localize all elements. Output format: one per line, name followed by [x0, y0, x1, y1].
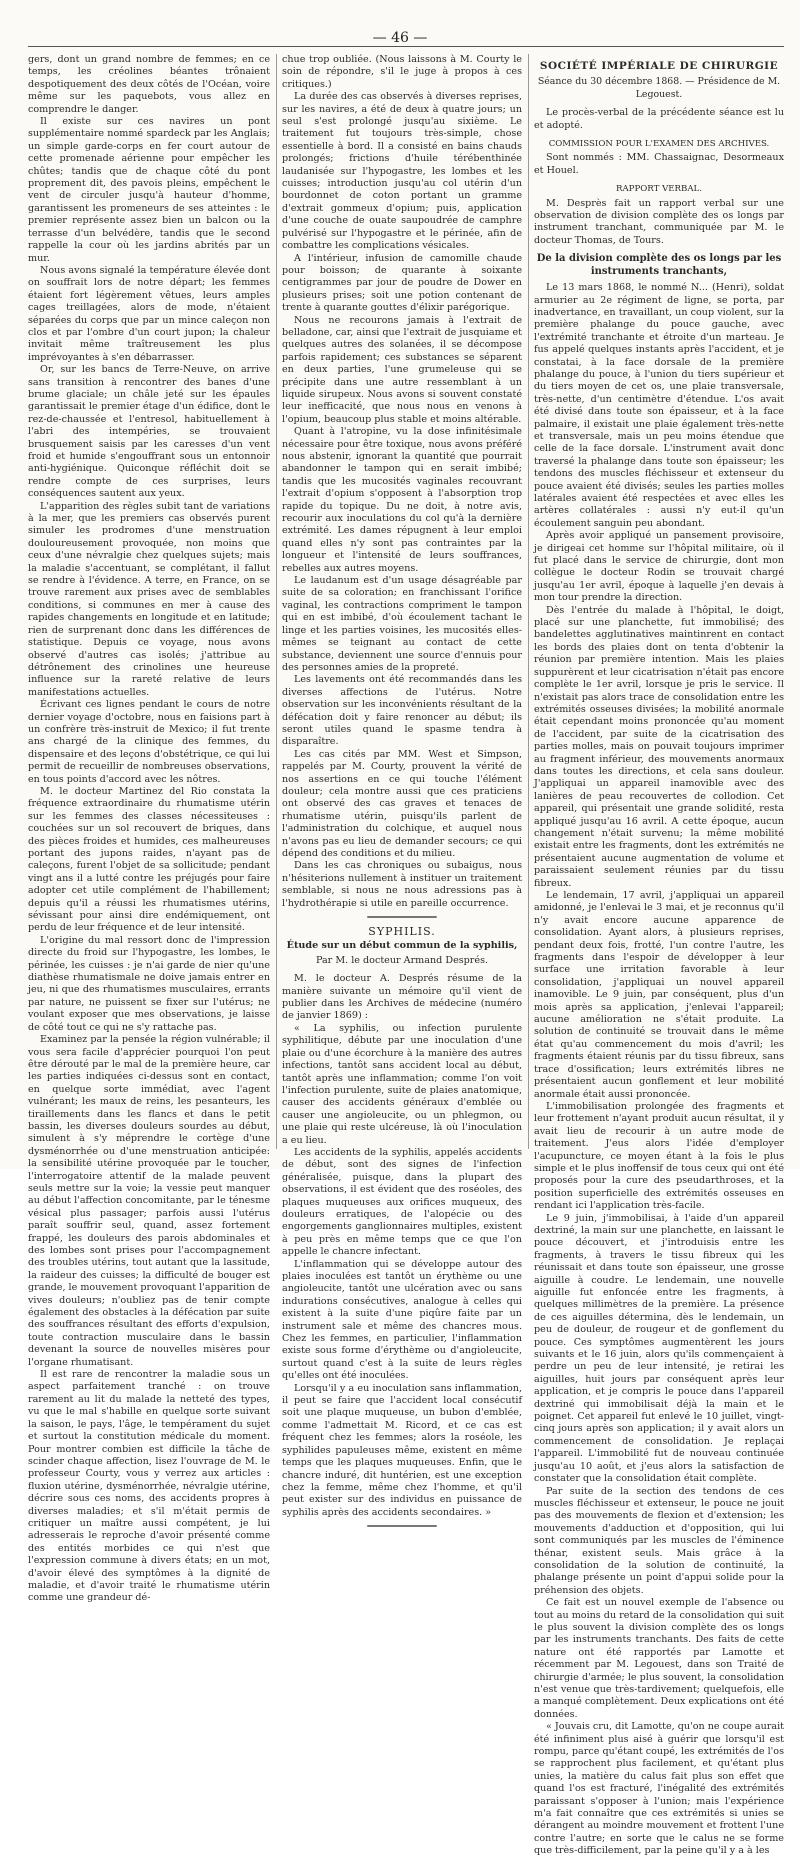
- paragraph: Dès l'entrée du malade à l'hôpital, le doigt, placé sur une planchette, fut immobilisé; des bandelettes agglutinatives maintinrent en contact les bords des plaies dont on tenta d'obtenir la réunion par première intention. Mais les plaies suppurèrent et leur cicatrisation n'était pas encore complète le 1er avril, lorsque je pris le service. Il n'existait pas alors trace de consolidation entre les extrémités osseuses divisées; la mobilité anormale était cependant moins prononcée qu'au moment de l'accident, par suite de la cicatrisation des parties molles, mais on pouvait toujours imprimer au fragment inférieur, des mouvements anormaux dans toutes les directions, et cela sans douleur. J'appliquai un appareil inamovible avec des lanières de peau recouvertes de collodion. Cet appareil, qui présentait une grande solidité, resta appliqué jusqu'au 16 avril. A cette époque, aucun changement n'était survenu; la même mobilité existait entre les fragments, dont les extrémités ne présentaient aucune augmentation de volume et paraissaient seulement réunies par du tissu fibreux.: [534, 604, 784, 889]
- paragraph: A l'intérieur, infusion de camomille chaude pour boisson; de quarante à soixante centigrammes par jour de poudre de Dower en plusieurs prises; soit une potion contenant de trente à quarante gouttes d'élixir parégorique.: [282, 252, 522, 314]
- paragraph: Dans les cas chroniques ou subaigus, nous n'hésiterions nullement à instituer un traitement semblable, si nous ne nous adressions pas à l'hydrothérapie si utile en pareille occurrence.: [282, 860, 522, 909]
- paragraph: Nous ne recourons jamais à l'extrait de belladone, car, ainsi que l'extrait de jusquiame et quelques autres des solanées, il se décompose parfois rapidement; ces substances se séparent en deux parties, l'une grumeleuse qui se précipite dans une autre ressemblant à un liquide sirupeux. Nous avons si souvent constaté leur inefficacité, que nous nous en venons à l'opium, beaucoup plus stable et moins altérable.: [282, 314, 522, 425]
- column-divider: [528, 54, 529, 1149]
- paragraph: Ce fait est un nouvel exemple de l'absence ou tout au moins du retard de la consolidation qui suit le plus souvent la division complète des os longs par les instruments tranchants. Des faits de cette nature ont été rapportés par Lamotte et récemment par M. Legouest, dans son Traité de chirurgie d'armée; le plus souvent, la consolidation n'est venue que très-tardivement; quelquefois, elle a manqué complètement. Deux explications ont été données.: [534, 1597, 784, 1720]
- paragraph: Quant à l'atropine, vu la dose infinitésimale nécessaire pour être toxique, nous avons préféré nous abstenir, ignorant la quantité que pourrait abandonner le tampon qui en serait imbibé; tandis que les mucosités vaginales recouvrant l'extrait d'opium s'opposent à l'absorption trop rapide du topique. Du ne doit, à notre avis, recourir aux inoculations du col qu'à la dernière extrémité. Les dames répugnent à leur emploi quand elles n'y sont pas contraintes par la longueur et l'intensité de leurs souffrances, rebelles aux autres moyens.: [282, 426, 522, 574]
- paragraph: Le procès-verbal de la précédente séance est lu et adopté.: [534, 107, 784, 131]
- paragraph: Il est rare de rencontrer la maladie sous un aspect parfaitement tranché : on trouve rarement au lit du malade la netteté des types, vu que le mal s'habille en quelque sorte suivant la saison, le pays, l'âge, le tempérament du sujet et surtout la constitution médicale du moment. Pour montrer combien est difficile la tâche de scinder chaque affection, lisez l'ouvrage de M. le professeur Courty, vous y verrez aux articles : fluxion utérine, dysménorrhée, névralgie utérine, décrire sous ces noms, des accidents propres à diverses maladies; et s'il m'était permis de critiquer un maître aussi compétent, je lui adresserais le reproche d'avoir présenté comme des entités morbides ce qui n'est que l'expression commune à divers états; en un mot, d'avoir élevé des symptômes à la dignité de maladie, et d'avoir traité le rhumatisme utérin comme une grandeur dé-: [28, 1369, 270, 1604]
- paragraph: « Jouvais cru, dit Lamotte, qu'on ne coupe aurait été infiniment plus aisé à guérir que lorsqu'il est rompu, parce qu'étant coupé, les extrémités de l'os se rapprochent plus facilement, et qu'étant plus unies, la matière du calus fait plus son effet que quand l'os est fracturé, l'inégalité des extrémités paraissant s'opposer à l'union; mais l'expérience m'a fait connaître que ces extrémités si unies se dérangent au moindre mouvement et frottent l'une contre l'autre; en sorte que le calus ne se forme que très-difficilement, par la peine qu'il y a à les: [534, 1721, 784, 1857]
- paragraph: Lorsqu'il y a eu inoculation sans inflammation, il peut se faire que l'accident local consécutif soit une plaque muqueuse, un bubon d'emblée, comme l'admettait M. Ricord, et ce cas est fréquent chez les femmes; alors la roséole, les syphilides papuleuses même, existent en même temps que les plaques muqueuses. Enfin, que le chancre induré, dit huntérien, est une exception chez la femme, même chez l'homme, et qu'il peut exister sur des individus en puissance de syphilis après des accidents secondaires. »: [282, 1382, 522, 1518]
- paragraph: Le 13 mars 1868, le nommé N... (Henri), soldat armurier au 2e régiment de ligne, se porta, par inadvertance, en travaillant, un coup violent, sur la première phalange du pouce gauche, avec l'extrémité tranchante et étroite d'un marteau. Je fus appelé quelques instants après l'accident, et je constatai, à la face dorsale de la première phalange du pouce, à l'union du tiers supérieur et du tiers moyen de cet os, une plaie transversale, très-nette, d'un centimètre d'étendue. L'os avait été divisé dans toute son épaisseur, et à la face palmaire, il existait une plaie également très-nette et transversale, mais un peu moins étendue que celle de la face dorsale. L'instrument avait donc traversé la phalange dans toute son épaisseur; les tendons des muscles fléchisseur et extenseur du pouce avaient été divisés; seules les parties molles latérales avaient été respectées et avec elles les artères collatérales : aussi n'y eut-il qu'un écoulement sanguin peu abondant.: [534, 282, 784, 529]
- paragraph: Le laudanum est d'un usage désagréable par suite de sa coloration; en franchissant l'orifice vaginal, les contractions compriment le tampon qui en est imbibé, d'où écoulement tachant le linge et les parties voisines, les mucosités elles-mêmes se teignant au contact de cette substance, deviennent une source d'ennuis pour des personnes amies de la propreté.: [282, 575, 522, 673]
- header-rule: [28, 46, 784, 47]
- paragraph: La durée des cas observés à diverses reprises, sur les navires, a été de deux à quatre jours; un seul s'est prolongé jusqu'au sixième. Le traitement fut toujours très-simple, chose essentielle à bord. Il a consisté en bains chauds prolongés; frictions d'huile térébenthinée laudanisée sur l'hypogastre, les lombes et les cuisses; introduction jusqu'au col utérin d'un bourdonnet de coton portant un gramme d'extrait gommeux d'opium; puis, application d'une couche de ouate saupoudrée de camphre pulvérisé sur l'hypogastre et le périnée, afin de combattre les complications vésicales.: [282, 91, 522, 252]
- paragraph: L'apparition des règles subit tant de variations à la mer, que les premiers cas observés purent simuler les prodromes d'une menstruation douloureusement provoquée, non moins que ceux d'une névralgie chez quelques sujets; mais la maladie s'accentuant, se complétant, il fallut se rendre à l'évidence. A terre, en France, on se trouve rarement aux prises avec de semblables conditions, si communes en mer à cause des rapides changements en longitude et en latitude; rien de surprenant donc dans les différences de statistique. Depuis ce voyage, nous avons observé d'autres cas isolés; j'attribue au détrônement des crinolines une heureuse influence sur la rareté relative de leurs manifestations actuelles.: [28, 500, 270, 698]
- paragraph: Après avoir appliqué un pansement provisoire, je dirigeai cet homme sur l'hôpital militaire, où il fut placé dans le service de chirurgie, dont mon collègue le docteur Rodin se trouvait chargé jusqu'au 1er avril, époque à laquelle j'en devais à mon tour prendre la direction.: [534, 530, 784, 604]
- paragraph: Écrivant ces lignes pendant le cours de notre dernier voyage d'octobre, nous en faisions part à un confrère très-instruit de Mexico; il fut trente ans chargé de la clinique des femmes, du dispensaire et des leçons d'obstétrique, ce qui lui permit de recueillir de nombreuses observations, en tous points d'accord avec les nôtres.: [28, 699, 270, 785]
- paragraph: M. le docteur A. Després résume de la manière suivante un mémoire qu'il vient de publier dans les Archives de médecine (numéro de janvier 1869) :: [282, 973, 522, 1022]
- paragraph: L'immobilisation prolongée des fragments et leur frottement n'ayant produit aucun résultat, il y avait lieu de recourir à un autre mode de traitement. J'eus alors l'idée d'employer l'acupuncture, ce moyen étant à la fois le plus simple et le plus inoffensif de tous ceux qui ont été proposés pour la cure des pseudarthroses, et la position superficielle des extrémités osseuses en rendant ici l'application très-facile.: [534, 1100, 784, 1212]
- session-line: Séance du 30 décembre 1868. — Présidence de M. Legouest.: [537, 76, 781, 100]
- paragraph: Examinez par la pensée la région vulnérable; il vous sera facile d'apprécier pourquoi l'on peut être dérouté par le mal de la première heure, car les parties indiquées ci-dessus sont en contact, en quelque sorte immédiat, avec l'agent vulnérant; les maux de reins, les pesanteurs, les tiraillements dans les flancs et dans le petit bassin, les diverses douleurs sourdes au début, simulent à s'y méprendre le cortège d'une dysménorrhée ou d'une menstruation anticipée: la sensibilité utérine provoquée par le toucher, l'interrogatoire attentif de la malade peuvent seuls mettre sur la voie; la vessie peut manquer au début l'affection concomitante, par le ténesme vésical plus passager; parfois aussi l'utérus paraît souffrir seul, quand, assez fortement frappé, les douleurs des parois abdominales et des lombes sont prises pour l'accompagnement des troubles utérins, tout autant que la lassitude, la raideur des cuisses; la difficulté de bouger est grande, le mouvement provoquant l'apparition de vives douleurs; n'oubliez pas de tenir compte également des obstacles à la défécation par suite des souffrances résultant des efforts d'expulsion, toute contraction musculaire dans le bassin devenant la source de nouvelles misères pour l'organe rhumatisant.: [28, 1034, 270, 1368]
- paragraph: Les cas cités par MM. West et Simpson, rappelés par M. Courty, prouvent la vérité de nos assertions en ce qui touche l'élément douleur; cela montre aussi que ces praticiens ont observé des cas graves et tenaces de rhumatisme utérin, puisqu'ils parlent de l'administration du colchique, et auquel nous n'avons pas eu lieu de demander secours; ce qui dépend des conditions et du milieu.: [282, 748, 522, 859]
- paragraph: Le 9 juin, j'immobilisai, à l'aide d'un appareil dextriné, la main sur une planchette, en laissant le pouce découvert, et j'introduisis entre les fragments, à travers le tissu fibreux qui les réunissait et dans toute son épaisseur, une grosse aiguille à coudre. Le lendemain, une nouvelle aiguille fut enfoncée entre les fragments, à quelques millimètres de la première. La présence de ces aiguilles détermina, dès le lendemain, un peu de douleur, de rougeur et de gonflement du pouce. Ces symptômes augmentèrent les jours suivants et le 16 juin, alors qu'ils commençaient à perdre un peu de leur intensité, je retirai les aiguilles, huit jours par conséquent après leur application, et je compris le pouce dans l'appareil dextriné qui immobilisait déjà la main et le poignet. Cet appareil fut enlevé le 10 juillet, vingt-cinq jours après son application; il y avait alors un commencement de consolidation. Je replaçai l'appareil. L'immobilité fut de nouveau continuée jusqu'au 10 août, et j'eus alors la satisfaction de constater que la consolidation était complète.: [534, 1212, 784, 1485]
- section-separator: [367, 1525, 437, 1527]
- rapport-title: RAPPORT VERBAL.: [616, 184, 702, 195]
- page-number: — 46 —: [372, 30, 428, 46]
- paragraph: M. Desprès fait un rapport verbal sur une observation de division complète des os longs par instrument tranchant, communiquée par M. le docteur Thomas, de Tours.: [534, 197, 784, 246]
- paragraph: Le lendemain, 17 avril, j'appliquai un appareil amidonné, je l'enlevai le 3 mai, et je reconnus qu'il n'y avait encore aucune apparence de consolidation. Ayant alors, à plusieurs reprises, pendant deux fois, frotté, l'un contre l'autre, les fragments dans l'espoir de développer à leur surface une irritation favorable à leur consolidation, j'appliquai un nouvel appareil inamovible. Le 9 juin, par conséquent, plus d'un mois après sa application, j'enlevai l'appareil; aucune amélioration ne s'était produite. La solution de continuité se trouvait dans le même état qu'au commencement du mois d'avril; les fragments étaient réunis par du tissu fibreux, sans trace d'ossification; leurs extrémités libres ne présentaient aucun gonflement et leur mobilité anormale était aussi prononcée.: [534, 890, 784, 1100]
- column-left: [28, 54, 270, 1604]
- paragraph: Les lavements ont été recommandés dans les diverses affections de l'utérus. Notre observation sur les inconvénients résultant de la défécation doit y faire renoncer au début; ils seront utiles quand le spasme tendra à disparaître.: [282, 674, 522, 748]
- paragraph: L'inflammation qui se développe autour des plaies inoculées est tantôt un érythème ou une angioleucite, tantôt une ulcération avec ou sans indurations consécutives, analogue à celles qui existent à la suite d'une piqûre faite par un instrument sale et même des chancres mous. Chez les femmes, en particulier, l'inflammation existe sous forme d'érythème ou d'angioleucite, surtout quand c'est à la suite de leurs règles qu'elles ont été inoculées.: [282, 1258, 522, 1382]
- paragraph: Il existe sur ces navires un pont supplémentaire nommé spardeck par les Anglais; un simple garde-corps en fer court autour de cette promenade aérienne pour empêcher les chûtes; tandis que de chaque côté du pont proprement dit, des pavois pleins, empêchent le vent de circuler jusqu'à hauteur d'homme, garantissent les promeneurs de ses atteintes : le premier représente assez bien un balcon ou la terrasse d'un belvédère, tandis que le second rappelle la cour où les jardins abrités par un mur.: [28, 116, 270, 264]
- paragraph: chue trop oubliée. (Nous laissons à M. Courty le soin de répondre, s'il le juge à propos à ces critiques.): [282, 54, 522, 90]
- paragraph: Or, sur les bancs de Terre-Neuve, on arrive sans transition à rencontrer des banes d'une brume glaciale; un châle jeté sur les épaules garantissait le premier étage d'un édifice, dont le rez-de-chaussée et l'entresol, habituellement à l'abri des intempéries, se trouvaient brusquement saisis par les caresses d'un vent froid et humide s'engouffrant sous un entonnoir anti-hygiénique. Quiconque réfléchit doit se rendre compte de ces surprises, leurs conséquences sautent aux yeux.: [28, 364, 270, 500]
- paragraph: Les accidents de la syphilis, appelés accidents de début, sont des signes de l'infection généralisée, puisque, dans la plupart des observations, il est évident que des roséoles, des plaques muqueuses aux orifices muqueux, des douleurs erratiques, de l'alopécie ou des engorgements ganglionnaires multiples, existent à peu près en même temps que ce que l'on appelle le chancre infectant.: [282, 1146, 522, 1258]
- paragraph: Par suite de la section des tendons de ces muscles fléchisseur et extenseur, le pouce ne jouit pas des mouvements de flexion et d'extension; les mouvements d'adduction et d'opposition, qui lui sont communiqués par les muscles de l'éminence thénar, existent seuls. Mais grâce à la consolidation de la solution de continuité, la phalange présente un point d'appui solide pour la préhension des objets.: [534, 1485, 784, 1596]
- column-right: [534, 54, 784, 1857]
- section-separator: [367, 916, 437, 918]
- society-heading: SOCIÉTÉ IMPÉRIALE DE CHIRURGIE: [539, 60, 779, 72]
- column-divider: [276, 54, 277, 1149]
- paragraph: « La syphilis, ou infection purulente syphilitique, débute par une inoculation d'une plaie ou d'une écorchure à la manière des autres infections, tantôt sans accident local au début, tantôt après une inflammation; comme l'on voit l'infection purulente, suite de plaies anatomique, causer des accidents généraux d'emblée ou causer une angioleucite, ou un phlegmon, ou une plaie qui reste ulcéreuse, là où l'inoculation a eu lieu.: [282, 1022, 522, 1146]
- column-middle: [282, 54, 522, 1518]
- commission-title: COMMISSION POUR L'EXAMEN DES ARCHIVES.: [548, 139, 770, 150]
- paragraph: M. le docteur Martinez del Rio constata la fréquence extraordinaire du rhumatisme utérin sur les femmes des classes nécessiteuses : couchées sur un sol recouvert de briques, dans des pièces froides et humides, ces malheureuses portant des jupons raides, n'ayant pas de caleçons, furent l'objet de sa sollicitude; pendant vingt ans il a lutté contre les préjugés pour faire adopter cet utile complément de l'habillement; depuis qu'il a réussi les rhumatismes utérins, sévissant pour ainsi dire endémiquement, ont perdu de leur fréquence et de leur intensité.: [28, 785, 270, 934]
- paragraph: gers, dont un grand nombre de femmes; en ce temps, les créolines béantes trônaient despotiquement des deux côtés de l'Océan, voire même sur les paquebots, vous allez en comprendre le danger.: [28, 54, 270, 115]
- paragraph: Sont nommés : MM. Chassaignac, Desormeaux et Houel.: [534, 152, 784, 176]
- article-title: De la division complète des os longs par les instruments tranchants,: [536, 253, 782, 277]
- section-subtitle: Étude sur un début commun de la syphilis,: [286, 940, 518, 952]
- paragraph: L'origine du mal ressort donc de l'impression directe du froid sur l'hypogastre, les lombes, le périnée, les cuisses : je n'ai garde de nier qu'une diathèse rhumatismale ne doive jamais entrer en jeu, ni que des rhumatismes musculaires, errants par nature, ne puissent se fixer sur l'utérus; ne voulant exposer que mes observations, je laisse de côté tout ce qui ne s'y rattache pas.: [28, 934, 270, 1033]
- paragraph: Nous avons signalé la température élevée dont on souffrait lors de notre départ; les femmes étaient fort légèrement vêtues, leurs amples cages treillagées, alors de mode, n'étaient séparées du corps que par un mince caleçon non clos et par l'ombre d'un court jupon; la chaleur invitait même traîtreusement les plus imprévoyantes à s'en débarrasser.: [28, 264, 270, 363]
- section-title: SYPHILIS.: [368, 925, 436, 939]
- section-author: Par M. le docteur Armand Després.: [315, 954, 489, 966]
